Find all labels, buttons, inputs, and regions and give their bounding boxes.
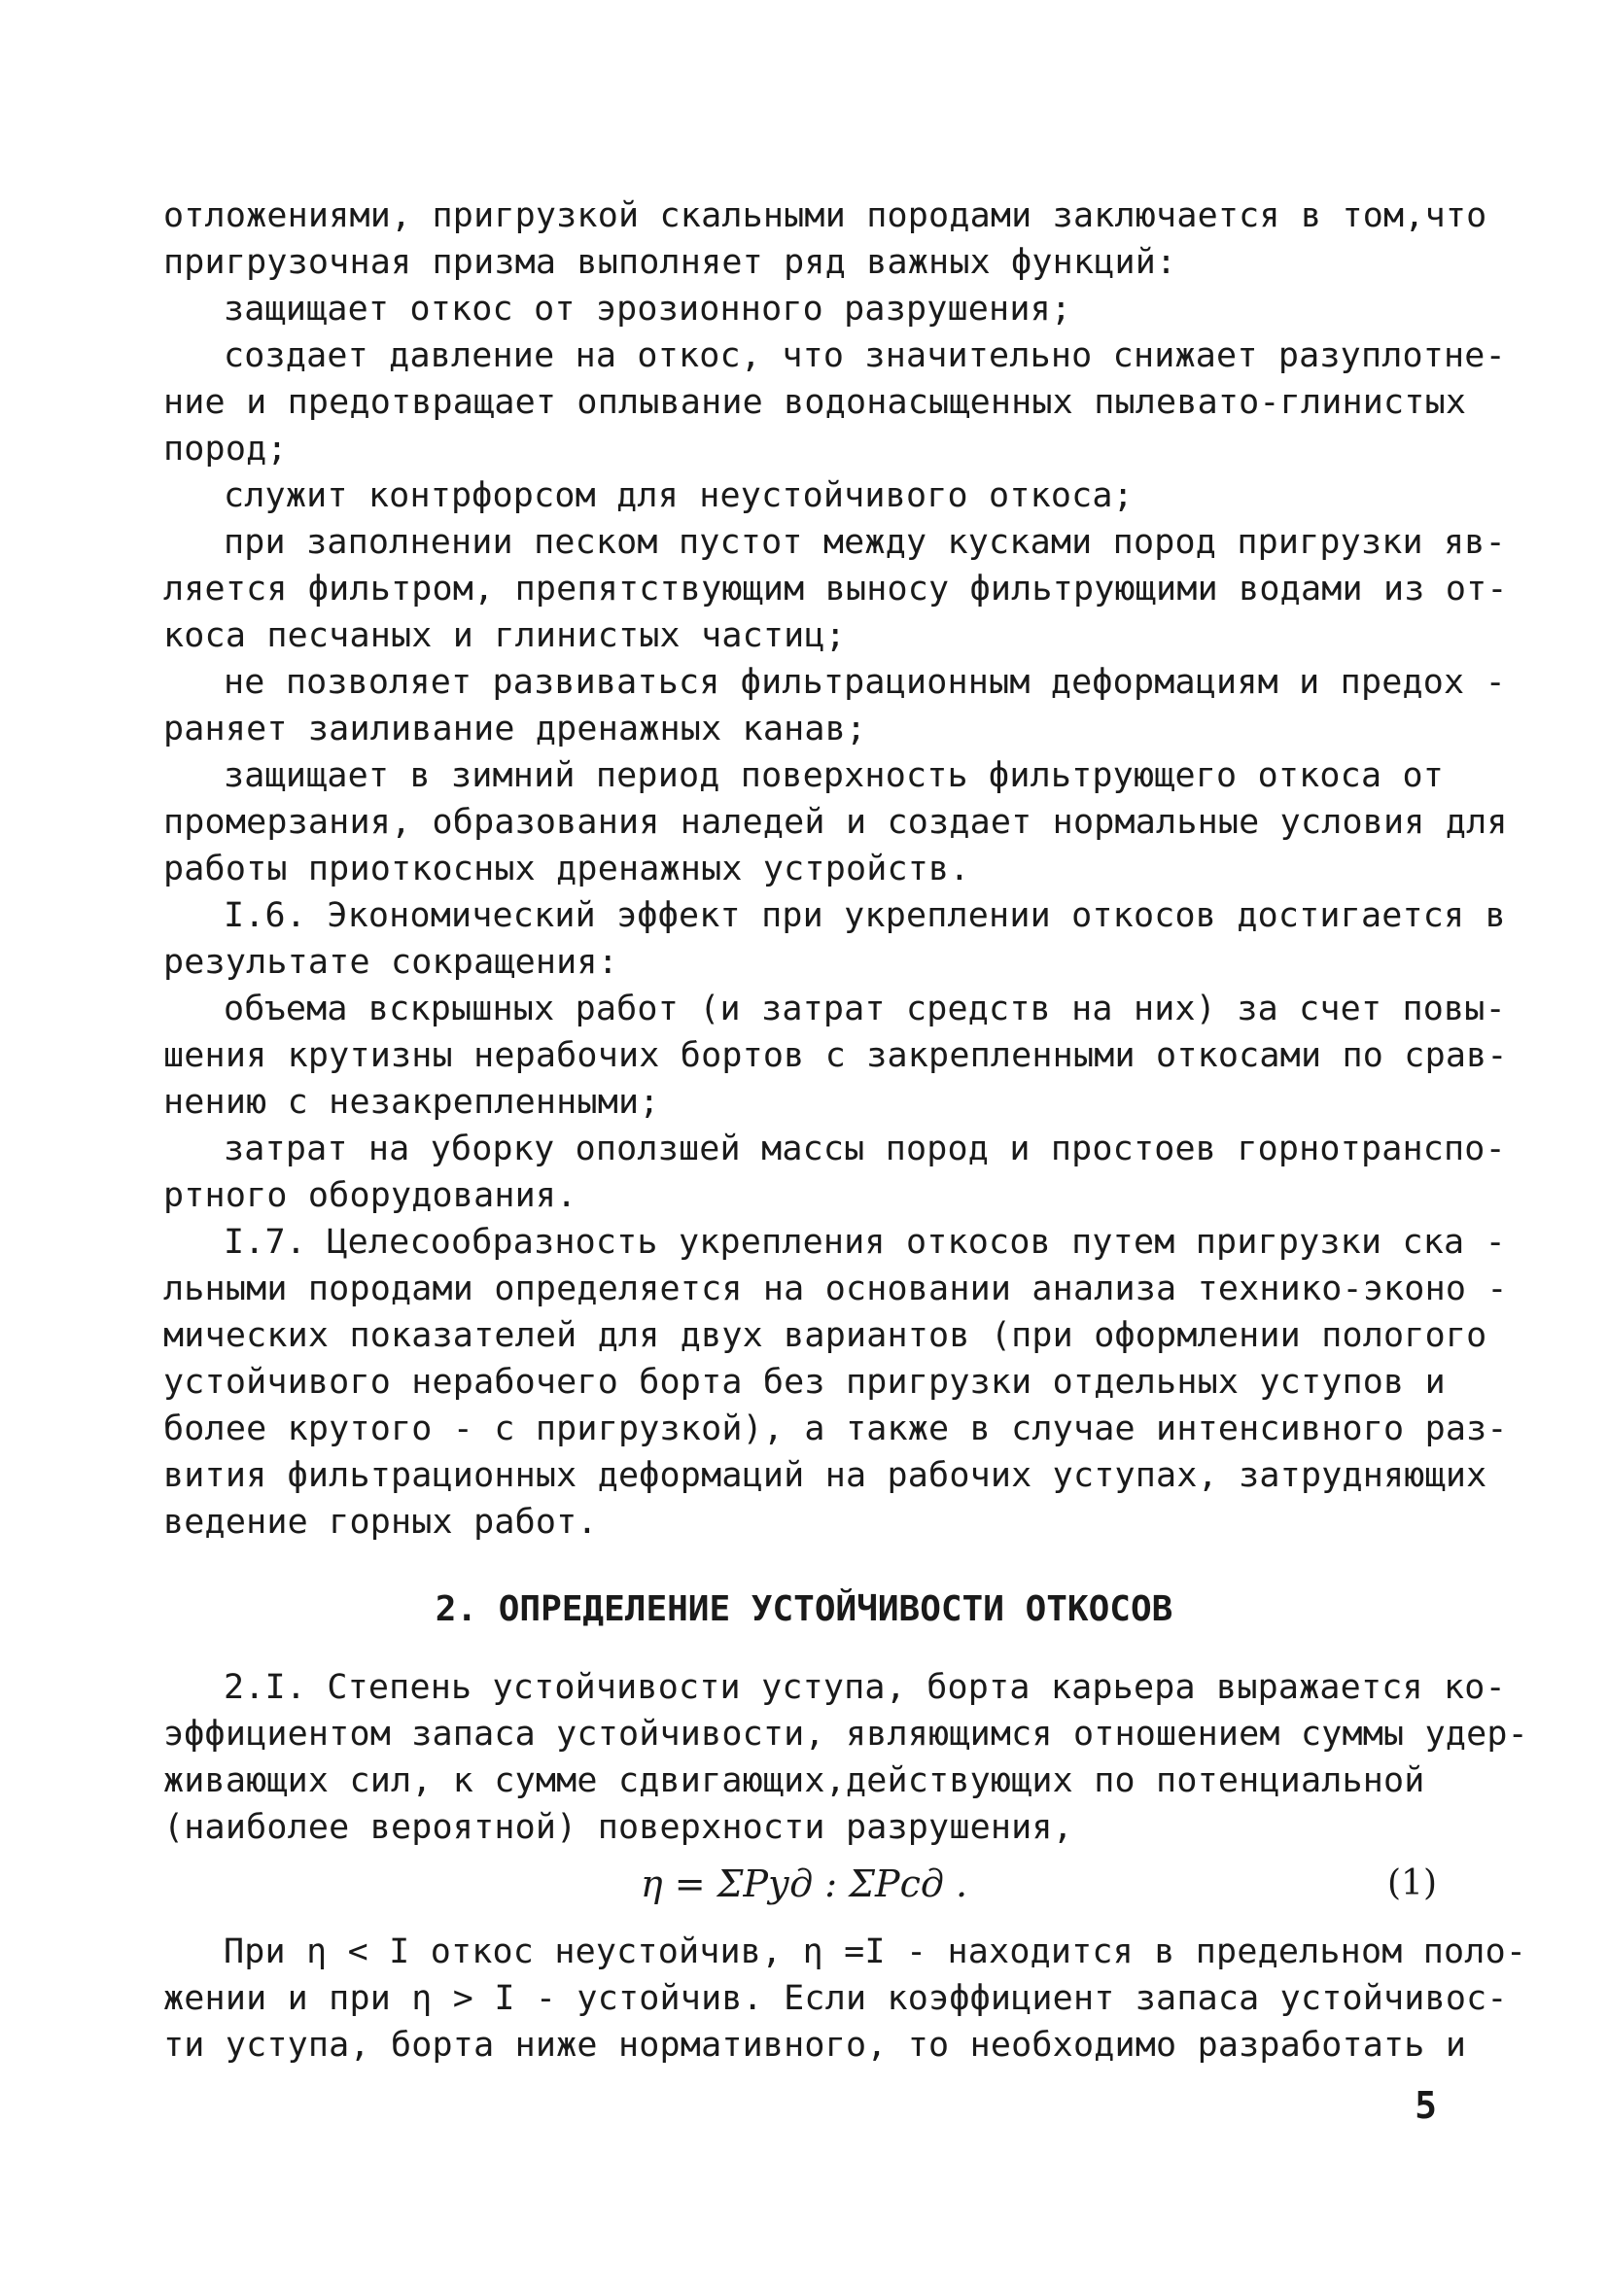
- text-line: промерзания, образования наледей и создает нормальные условия для: [163, 803, 1508, 842]
- text-line: пригрузочная призма выполняет ряд важных функций:: [163, 243, 1177, 282]
- text-line: ти уступа, борта ниже нормативного, то необходимо разработать и: [163, 2026, 1467, 2065]
- text-line: живающих сил, к сумме сдвигающих,действующих по потенциальной: [163, 1761, 1425, 1800]
- text-line: служит контрфорсом для неустойчивого откоса;: [224, 476, 1134, 515]
- text-line: ляется фильтром, препятствующим выносу фильтрующими водами из от-: [163, 570, 1508, 609]
- text-line: ртного оборудования.: [163, 1176, 577, 1215]
- text-line: льными породами определяется на основании анализа технико-эконо -: [163, 1270, 1508, 1308]
- text-line: объема вскрышных работ (и затрат средств на них) за счет повы-: [224, 990, 1506, 1028]
- text-line: более крутого - с пригрузкой), а также в случае интенсивного раз-: [163, 1409, 1508, 1448]
- text-line: раняет заиливание дренажных канав;: [163, 710, 867, 748]
- text-line: I.6. Экономический эффект при укреплении откосов достигается в: [224, 896, 1506, 935]
- text-line: эффициентом запаса устойчивости, являющимся отношением суммы удер-: [163, 1715, 1528, 1754]
- text-line: устойчивого нерабочего борта без пригрузки отдельных уступов и: [163, 1363, 1446, 1402]
- section-heading: 2. ОПРЕДЕЛЕНИЕ УСТОЙЧИВОСТИ ОТКОСОВ: [435, 1589, 1173, 1629]
- text-line: результате сокращения:: [163, 943, 618, 982]
- text-line: коса песчаных и глинистых частиц;: [163, 616, 846, 655]
- text-line: I.7. Целесообразность укрепления откосов путем пригрузки ска -: [224, 1223, 1506, 1262]
- text-line: ведение горных работ.: [163, 1503, 598, 1542]
- text-line: работы приоткосных дренажных устройств.: [163, 850, 970, 888]
- text-line: 2.I. Степень устойчивости уступа, борта карьера выражается ко-: [224, 1668, 1506, 1707]
- text-line: не позволяет развиваться фильтрационным деформациям и предох -: [224, 663, 1506, 702]
- text-line: нению с незакрепленными;: [163, 1083, 660, 1122]
- text-line: шения крутизны нерабочих бортов с закрепленными откосами по срав-: [163, 1036, 1508, 1075]
- text-line: создает давление на откос, что значительно снижает разуплотне-: [224, 336, 1506, 375]
- text-line: затрат на уборку оползшей массы пород и простоев горнотранспо-: [224, 1130, 1506, 1168]
- text-line: При η < I откос неустойчив, η =I - находится в предельном поло-: [224, 1932, 1527, 1971]
- text-line: при заполнении песком пустот между кусками пород пригрузки яв-: [224, 523, 1506, 562]
- formula: η = ΣPуд : ΣPсд .: [640, 1862, 968, 1905]
- text-line: защищает в зимний период поверхность фильтрующего откоса от: [224, 756, 1445, 795]
- text-line: ние и предотвращает оплывание водонасыщенных пылевато-глинистых: [163, 383, 1467, 422]
- text-line: вития фильтрационных деформаций на рабочих уступах, затрудняющих: [163, 1456, 1487, 1495]
- text-line: защищает откос от эрозионного разрушения;: [224, 290, 1072, 329]
- text-line: пород;: [163, 430, 288, 469]
- text-line: мических показателей для двух вариантов (при оформлении пологого: [163, 1316, 1487, 1355]
- text-line: (наиболее вероятной) поверхности разрушения,: [163, 1808, 1073, 1847]
- page-number: 5: [1415, 2084, 1437, 2127]
- text-line: жении и при η > I - устойчив. Если коэффициент запаса устойчивос-: [163, 1979, 1508, 2018]
- text-line: отложениями, пригрузкой скальными породами заключается в том,что: [163, 196, 1487, 235]
- formula-number: (1): [1387, 1863, 1437, 1903]
